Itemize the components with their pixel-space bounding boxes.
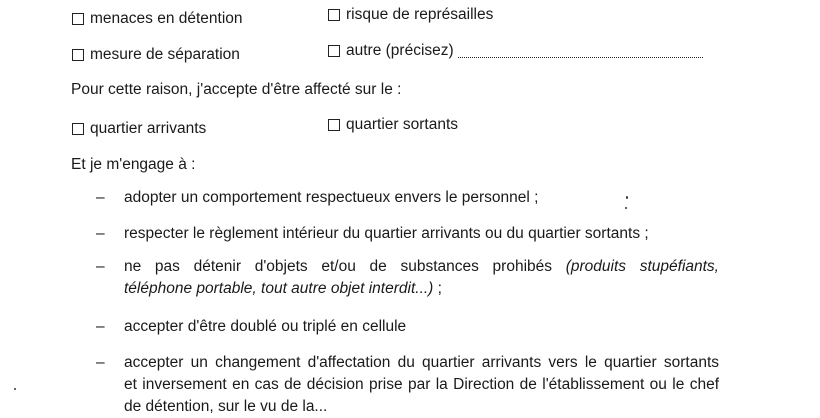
commitment-text-plain: ;: [433, 280, 442, 297]
scan-speck: [626, 196, 628, 199]
quarter-option-arrivals[interactable]: [72, 119, 206, 139]
commitment-text: adopter un comportement respectueux envers le personnel ;: [124, 189, 539, 206]
checkbox[interactable]: [72, 123, 84, 135]
checkbox[interactable]: [328, 119, 340, 131]
commitment-line: [124, 256, 719, 278]
reason-option-reprisals[interactable]: [328, 5, 493, 25]
reason-label: autre (précisez): [346, 42, 454, 59]
quarter-option-departures[interactable]: [328, 115, 458, 135]
commitment-text-italic: (produits stupéfiants,: [565, 258, 719, 275]
list-dash: –: [96, 189, 105, 206]
commitment-line: de détention, sur le vu de la...: [124, 398, 328, 415]
list-dash: –: [96, 318, 105, 335]
accept-sentence: Pour cette raison, j'accepte d'être affecté sur le :: [71, 81, 402, 98]
reason-option-separation[interactable]: [72, 45, 240, 65]
checkbox[interactable]: [72, 13, 84, 25]
checkbox[interactable]: [328, 9, 340, 21]
commitment-line: [124, 278, 719, 300]
commitment-item: [96, 256, 719, 300]
commitment-text: respecter le règlement intérieur du quartier arrivants ou du quartier sortants ;: [124, 225, 649, 242]
list-dash: –: [96, 225, 105, 242]
engage-sentence: Et je m'engage à :: [71, 156, 196, 173]
commitment-item: [96, 316, 719, 338]
list-dash: –: [96, 258, 105, 275]
scan-speck: [625, 207, 627, 209]
scan-speck: [14, 388, 16, 390]
commitment-line: et inversement en cas de décision prise par la Direction de l'établissement ou le chef: [124, 376, 719, 393]
commitment-line: accepter un changement d'affectation du quartier arrivants vers le quartier sortants: [124, 354, 719, 371]
commitment-text: accepter d'être doublé ou triplé en cellule: [124, 318, 407, 335]
reason-option-other[interactable]: [328, 41, 703, 61]
commitment-item: [96, 223, 719, 245]
list-dash: –: [96, 354, 105, 371]
reason-label: risque de représailles: [346, 6, 494, 23]
checkbox[interactable]: [328, 45, 340, 57]
checkbox[interactable]: [72, 49, 84, 61]
reason-option-threats[interactable]: [72, 9, 243, 29]
commitment-item: [96, 352, 719, 418]
commitment-text-italic: téléphone portable, tout autre objet interdit...): [124, 280, 434, 297]
quarter-label: quartier arrivants: [90, 120, 207, 137]
commitment-text: [124, 256, 719, 300]
other-reason-dotted-field[interactable]: [458, 45, 703, 58]
quarter-label: quartier sortants: [346, 116, 458, 133]
commitment-text: [124, 352, 719, 418]
reason-label: mesure de séparation: [90, 46, 240, 63]
commitment-text-plain: ne pas détenir d'objets et/ou de substances prohibés: [124, 258, 553, 275]
reason-label: menaces en détention: [90, 10, 243, 27]
